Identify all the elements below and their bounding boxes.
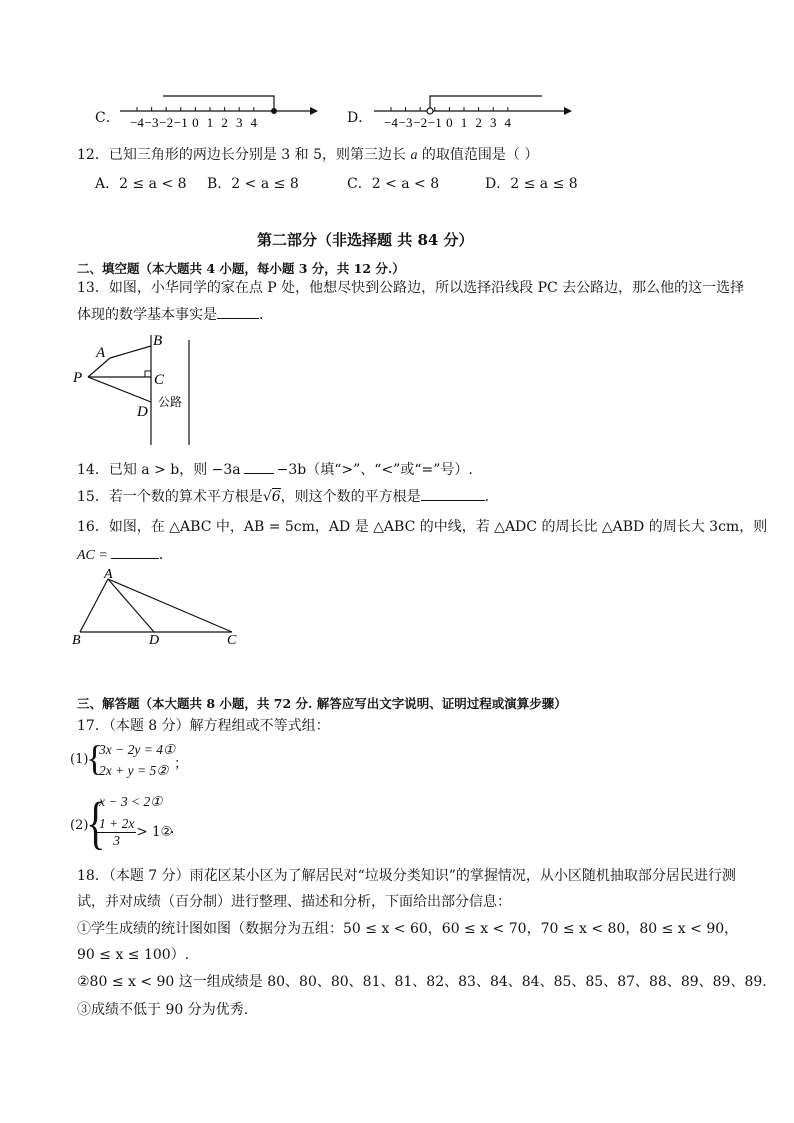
q14-line <box>77 459 473 479</box>
q11-c-tick-label: −3 <box>144 115 159 130</box>
q12-option-d-text: 2 ≤ a ≤ 8 <box>510 176 578 192</box>
q12-option-d[interactable] <box>485 173 578 193</box>
q17-part2-denominator: 3 <box>113 833 121 848</box>
q11-c-tick-label: 1 <box>206 115 214 130</box>
q13-end: ． <box>259 307 273 323</box>
q17-part1-brace-icon: { <box>86 738 104 778</box>
q12-option-c-letter: C． <box>347 176 372 192</box>
q16-label-b: B <box>72 633 81 648</box>
q13-answer-blank[interactable] <box>217 304 259 319</box>
q16-figure <box>70 566 250 648</box>
q13-label-p: P <box>73 370 83 386</box>
q16-line1: 16．如图，在 △ABC 中，AB = 5cm，AD 是 △ABC 的中线，若 △ADC 的周长比 △ABD 的周长大 3cm，则 <box>77 519 768 535</box>
q12-option-b[interactable] <box>207 173 299 193</box>
q13-label-a: A <box>96 345 106 361</box>
q11-c-tick-label: 4 <box>250 115 258 130</box>
q11-c-tick-label: 0 <box>192 115 199 130</box>
q11-c-tick-label: 2 <box>221 115 228 130</box>
q13-line2 <box>77 304 273 324</box>
q15-answer-blank[interactable] <box>421 486 485 501</box>
q11-d-tick-label: −2 <box>413 115 428 130</box>
q16-answer-blank[interactable] <box>111 544 159 559</box>
q13-road-label: 公路 <box>158 395 183 409</box>
q18-info1b: 90 ≤ x ≤ 100）. <box>77 947 190 963</box>
q17-part2-label: (2) <box>70 818 89 833</box>
q13-label-c: C <box>154 372 165 388</box>
q12-text-before: 已知三角形的两边长分别是 3 和 5，则第三边长 <box>108 147 411 163</box>
q16-line2 <box>77 544 173 564</box>
q12-option-a-letter: A． <box>95 176 120 192</box>
q14-answer-blank[interactable] <box>244 459 274 474</box>
q12-option-a[interactable] <box>95 173 187 193</box>
q17-part2-end: ． <box>170 821 184 837</box>
q12-option-b-letter: B． <box>207 176 232 192</box>
q18-line1: 18．（本题 7 分）雨花区某小区为了解居民对“垃圾分类知识”的掌握情况，从小区随机抽取部分居民进行测 <box>77 868 736 884</box>
q15-text1: 15．若一个数的算术平方根是 <box>77 489 263 505</box>
q15-text2: ，则这个数的平方根是 <box>280 489 421 505</box>
q11-d-tick-label: 1 <box>460 115 468 130</box>
q12-option-d-letter: D． <box>485 176 511 192</box>
q11-d-tick-label: 4 <box>504 115 512 130</box>
q12-option-c-text: 2 < a < 8 <box>371 176 440 192</box>
q12-stem <box>77 144 538 164</box>
q17-part2-brace-icon: { <box>86 790 106 855</box>
q17-part2-numerator: 1 + 2x <box>99 816 135 831</box>
q12-number: 12． <box>77 147 109 163</box>
q15-sqrt-value: 6 <box>271 489 281 505</box>
q17-part2-eq1: x − 3 < 2① <box>99 794 163 809</box>
q11-c-tick-label: −4 <box>130 115 144 130</box>
q17-intro: 17．（本题 8 分）解方程组或不等式组： <box>77 718 330 734</box>
q11-d-tick-label: 0 <box>446 115 453 130</box>
q17-part1-eq2: 2x + y = 5② <box>99 763 169 778</box>
q11-option-c-label: C． <box>95 110 120 126</box>
q11-d-tick-label: 3 <box>489 115 497 130</box>
q11-c-tick-label: −1 <box>173 115 188 130</box>
q18-info3: ③成绩不低于 90 分为优秀. <box>77 1002 249 1018</box>
q11-d-tick-label: −1 <box>427 115 442 130</box>
q17-part2-fraction <box>97 816 136 849</box>
q14-text1: 14．已知 a > b，则 −3a <box>77 462 241 478</box>
q16-line2-text: AC = <box>77 548 108 563</box>
q13-label-d: D <box>137 404 148 420</box>
q13-label-b: B <box>153 333 163 349</box>
q17-part1-end: ； <box>174 756 188 772</box>
q18-info2: ②80 ≤ x < 90 这一组成绩是 80、80、80、81、81、82、83、84、84、85、85、87、88、89、89、89. <box>77 974 767 990</box>
q15-sqrt-icon: √ <box>262 489 272 505</box>
q11-d-tick-label: −3 <box>398 115 413 130</box>
part2-title: 第二部分（非选择题 共 84 分） <box>257 231 474 249</box>
q17-part1-label: (1) <box>70 752 89 767</box>
q11-option-d-label: D． <box>347 110 373 126</box>
q13-figure <box>70 332 200 448</box>
q16-label-d: D <box>149 633 160 648</box>
q12-option-a-text: 2 ≤ a < 8 <box>119 176 187 192</box>
q13-line2-text: 体现的数学基本事实是 <box>77 307 217 323</box>
q16-end: ． <box>158 547 173 563</box>
q15-line <box>77 486 499 506</box>
q12-var: a <box>410 148 418 163</box>
q17-part2-rhs: > 1② <box>136 824 173 840</box>
q17-part2-eq2 <box>97 816 173 849</box>
q18-info1: ①学生成绩的统计图如图（数据分为五组：50 ≤ x < 60，60 ≤ x < 70，70 ≤ x < 80，80 ≤ x < 90， <box>77 921 739 937</box>
q17-part1-eq1: 3x − 2y = 4① <box>99 742 176 757</box>
section2-heading: 二、填空题（本大题共 4 小题，每小题 3 分，共 12 分.） <box>77 261 405 276</box>
q16-label-c: C <box>227 633 237 648</box>
q11-option-d-number-line <box>372 90 572 130</box>
q15-end: ． <box>484 489 499 505</box>
q11-d-tick-label: 2 <box>475 115 482 130</box>
q18-line2: 试，并对成绩（百分制）进行整理、描述和分析，下面给出部分信息： <box>77 894 511 910</box>
q11-d-tick-label: −4 <box>384 115 398 130</box>
q12-option-b-text: 2 < a ≤ 8 <box>231 176 299 192</box>
q11-option-c-number-line <box>118 90 318 130</box>
q11-c-tick-label: 3 <box>235 115 243 130</box>
q11-c-tick-label: −2 <box>159 115 174 130</box>
q14-text2: −3b（填“>”、“<”或“=”号）. <box>276 462 473 478</box>
q16-label-a: A <box>104 567 113 582</box>
q12-text-after: 的取值范围是（ ） <box>417 147 539 163</box>
section3-heading: 三、解答题（本大题共 8 小题，共 72 分. 解答应写出文字说明、证明过程或演算步骤） <box>77 696 567 711</box>
q12-option-c[interactable] <box>347 173 439 193</box>
q13-line1: 13．如图，小华同学的家在点 P 处，他想尽快到公路边，所以选择沿线段 PC 去公路边，那么他的这一选择 <box>77 280 745 296</box>
